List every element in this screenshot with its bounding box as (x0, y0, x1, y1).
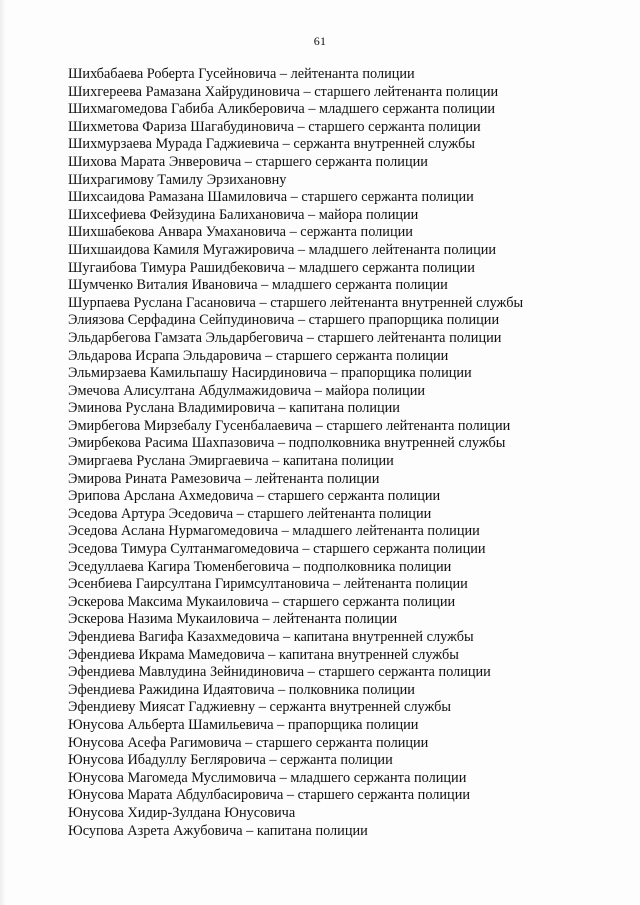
list-item: Шугаибова Тимура Рашидбековича – младшего сержанта полиции (68, 259, 475, 276)
list-item: Эльдарбегова Гамзата Эльдарбеговича – старшего лейтенанта полиции (68, 329, 502, 346)
list-item: Юнусова Альберта Шамильевича – прапорщика полиции (68, 716, 419, 733)
page-number: 61 (313, 34, 327, 48)
list-item: Эльмирзаева Камильпашу Насирдиновича – прапорщика полиции (68, 365, 472, 382)
list-item: Эмирова Рината Рамезовича – лейтенанта полиции (68, 470, 380, 487)
list-item: Шихшаидова Камиля Мугажировича – младшего лейтенанта полиции (68, 241, 497, 258)
list-item: Эфендиева Ражидина Идаятовича – полковника полиции (68, 681, 415, 698)
list-item: Шихрагимову Тамилу Эрзихановну (68, 171, 287, 188)
list-item: Эскерова Максима Мукаиловича – старшего сержанта полиции (68, 593, 456, 610)
list-item: Эседова Артура Эседовича – старшего лейтенанта полиции (68, 505, 432, 522)
list-item: Эминова Руслана Владимировича – капитана полиции (68, 400, 400, 417)
list-item: Эскерова Назима Мукаиловича – лейтенанта полиции (68, 611, 398, 628)
list-item: Юнусова Хидир-Зулдана Юнусовича (68, 804, 296, 821)
list-item: Элиязова Серфадина Сейпудиновича – старшего прапорщика полиции (68, 312, 500, 329)
list-item: Шихсаидова Рамазана Шамиловича – старшего сержанта полиции (68, 189, 474, 206)
list-item: Эрипова Арслана Ахмедовича – старшего сержанта полиции (68, 488, 441, 505)
list-item: Эсенбиева Гаирсултана Гиримсултановича – лейтенанта полиции (68, 576, 468, 593)
list-item: Эмирбекова Расима Шахпазовича – подполковника внутренней службы (68, 435, 506, 452)
list-item: Эфендиева Вагифа Казахмедовича – капитана внутренней службы (68, 629, 474, 645)
list-item: Юсупова Азрета Ажубовича – капитана полиции (68, 822, 368, 839)
list-item: Юнусова Магомеда Муслимовича – младшего сержанта полиции (68, 769, 467, 786)
list-item: Шихсефиева Фейзудина Балихановича – майора полиции (68, 206, 419, 223)
list-item: Шихгереева Рамазана Хайрудиновича – старшего лейтенанта полиции (68, 83, 499, 100)
list-item: Эфендиеву Миясат Гаджиевну – сержанта внутренней службы (68, 699, 452, 716)
list-item: Эмиргаева Руслана Эмиргаевича – капитана полиции (68, 453, 394, 470)
list-item: Эмирбегова Мирзебалу Гусенбалаевича – старшего лейтенанта полиции (68, 417, 511, 434)
list-item: Юнусова Асефа Рагимовича – старшего сержанта полиции (68, 734, 429, 751)
list-item: Шихметова Фариза Шагабудиновича – старшего сержанта полиции (68, 118, 481, 135)
list-item: Эседова Аслана Нурмагомедовича – младшего лейтенанта полиции (68, 523, 480, 540)
list-item: Эседуллаева Кагира Тюменбеговича – подполковника полиции (68, 558, 452, 575)
scan-edge-shadow (0, 0, 6, 905)
list-item: Шихбабаева Роберта Гусейновича – лейтенанта полиции (68, 66, 415, 82)
list-item: Юнусова Марата Абдулбасировича – старшего сержанта полиции (68, 787, 471, 804)
list-item: Эфендиева Мавлудина Зейнидиновича – старшего сержанта полиции (68, 664, 491, 681)
list-item: Шурпаева Руслана Гасановича – старшего лейтенанта внутренней службы (68, 294, 524, 311)
list-item: Эфендиева Икрама Мамедовича – капитана внутренней службы (68, 646, 459, 663)
list-item: Эльдарова Исрапа Эльдаровича – старшего сержанта полиции (68, 347, 449, 364)
list-item: Шихова Марата Энверовича – старшего сержанта полиции (68, 153, 428, 170)
list-item: Шумченко Виталия Ивановича – младшего сержанта полиции (68, 277, 448, 294)
list-item: Эмечова Алисултана Абдулмажидовича – майора полиции (68, 382, 425, 399)
list-item: Эседова Тимура Султанмагомедовича – старшего сержанта полиции (68, 541, 486, 558)
list-item: Шихшабекова Анвара Умахановича – сержанта полиции (68, 224, 413, 241)
list-item: Шихмурзаева Мурада Гаджиевича – сержанта внутренней службы (68, 136, 475, 153)
list-item: Шихмагомедова Габиба Аликберовича – младшего сержанта полиции (68, 101, 496, 118)
list-item: Юнусова Ибадуллу Бегляровича – сержанта полиции (68, 752, 393, 769)
name-list (68, 66, 588, 840)
